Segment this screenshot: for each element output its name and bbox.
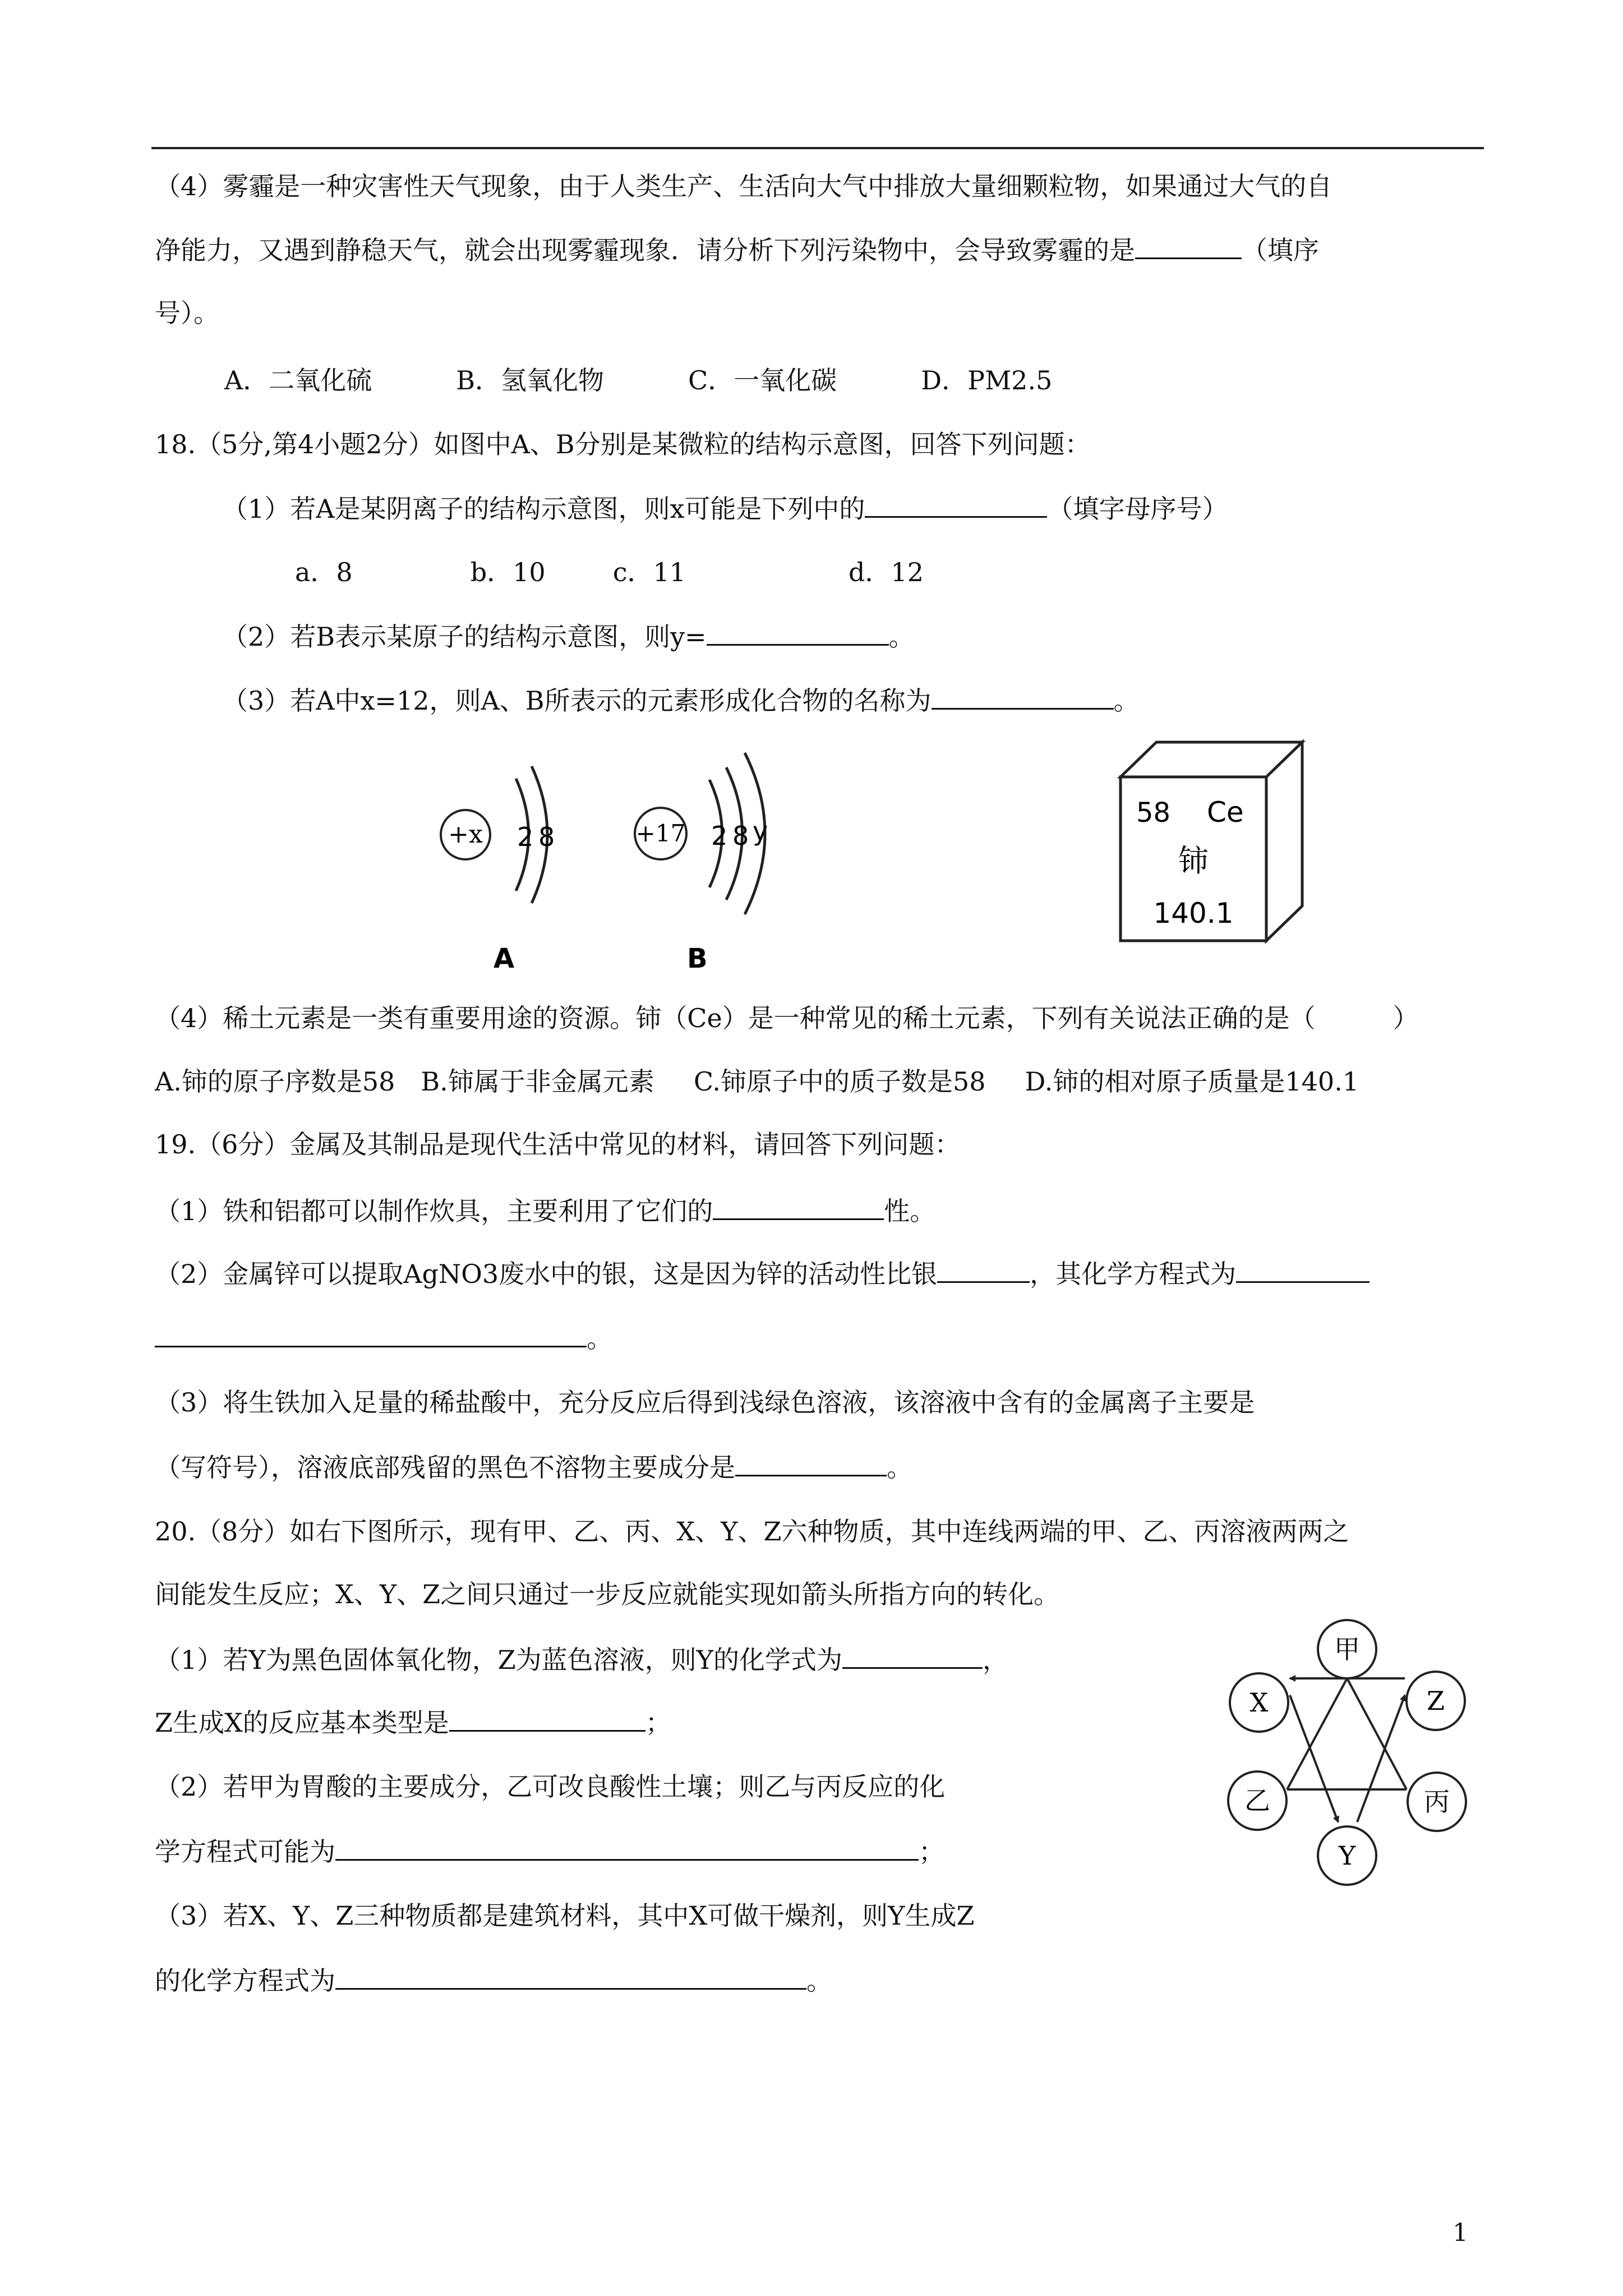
element-atomic-mass: 140.1 <box>1153 897 1234 930</box>
atom-a-diagram <box>432 752 578 976</box>
atom-a-label: A <box>494 943 515 974</box>
q17-4-options <box>224 364 1052 397</box>
option-a: A.铈的原子序数是58 <box>155 1066 395 1097</box>
q20-p3-text: 的化学方程式为 <box>155 1966 335 1996</box>
q20-p1-text-2: Z生成X的反应基本类型是 <box>155 1708 449 1738</box>
q18-p4-options <box>155 1065 1359 1098</box>
q19-p1-text: （1）铁和铝都可以制作炊具，主要利用了它们的 <box>155 1196 713 1226</box>
cube-side-face <box>1266 742 1302 941</box>
q17-4-line2 <box>155 233 1319 267</box>
option-c: c．11 <box>612 557 686 587</box>
q20-p2: （2）若甲为胃酸的主要成分，乙可改良酸性土壤；则乙与丙反应的化 <box>155 1772 946 1802</box>
option-d: D.铈的相对原子质量是140.1 <box>1025 1066 1359 1097</box>
q19-p2-tail: 。 <box>587 1323 612 1354</box>
q19-p3-line1: （3）将生铁加入足量的稀盐酸中，充分反应后得到浅绿色溶液，该溶液中含有的金属离子主要是 <box>155 1387 1255 1418</box>
element-symbol: Ce <box>1207 796 1244 829</box>
atom-a-shell-1-count: 2 <box>517 822 534 852</box>
answer-blank[interactable] <box>713 1194 884 1220</box>
atom-b-label: B <box>687 943 708 974</box>
q20-p3-cont <box>155 1963 832 1998</box>
q18-p4: （4）稀土元素是一类有重要用途的资源。铈（Ce）是一种常见的稀土元素，下列有关说法正确的是（ ） <box>155 1003 1419 1033</box>
q20-p3: （3）若X、Y、Z三种物质都是建筑材料，其中X可做干燥剂，则Y生成Z <box>155 1901 975 1931</box>
header-rule <box>151 147 1484 149</box>
arrow-x-to-y <box>1290 1695 1338 1822</box>
q18-p1-options <box>295 555 924 589</box>
atom-a-nucleus-charge: +x <box>448 820 483 849</box>
node-x-label: X <box>1249 1687 1269 1718</box>
q17-4-line1: （4）雾霾是一种灾害性天气现象，由于人类生产、生活向大气中排放大量细颗粒物，如果通过大气的自 <box>155 171 1332 201</box>
q19-p1 <box>155 1194 935 1228</box>
q19-p2-text: （2）金属锌可以提取AgNO3废水中的银，这是因为锌的活动性比银 <box>155 1259 938 1289</box>
answer-blank[interactable] <box>155 1321 587 1347</box>
option-c: C.铈原子中的质子数是58 <box>693 1066 986 1097</box>
option-a: A．二氧化硫 <box>224 365 372 395</box>
answer-blank[interactable] <box>1135 233 1242 259</box>
q18-p1 <box>222 491 1228 526</box>
node-y-label: Y <box>1338 1841 1356 1871</box>
q18-p1-text: （1）若A是某阴离子的结构示意图，则x可能是下列中的 <box>222 494 865 524</box>
arrow-y-to-z <box>1357 1695 1405 1822</box>
node-z-label: Z <box>1427 1686 1445 1716</box>
q17-4-text-tail: （填序 <box>1242 235 1319 265</box>
q19-p2-text-2: ，其化学方程式为 <box>1030 1259 1237 1289</box>
page-number: 1 <box>1453 2219 1468 2247</box>
q18-p2 <box>222 619 915 654</box>
link-jia-yi <box>1287 1678 1347 1789</box>
atom-b-nucleus-charge: +17 <box>635 820 686 847</box>
option-d: D．PM2.5 <box>921 365 1053 395</box>
q19-p3-tail: 。 <box>887 1452 912 1483</box>
node-yi-label: 乙 <box>1244 1786 1270 1816</box>
answer-blank[interactable] <box>865 491 1047 518</box>
q18-p3-text: （3）若A中x=12，则A、B所表示的元素形成化合物的名称为 <box>222 685 932 716</box>
q18-stem: 18.（5分,第4小题2分）如图中A、B分别是某微粒的结构示意图，回答下列问题： <box>155 429 1091 459</box>
q17-4-line3: 号）。 <box>155 298 219 328</box>
q18-p2-text: （2）若B表示某原子的结构示意图，则y= <box>222 622 707 652</box>
q20-p1-text: （1）若Y为黑色固体氧化物，Z为蓝色溶液，则Y的化学式为 <box>155 1645 842 1675</box>
answer-blank[interactable] <box>932 683 1114 710</box>
q18-p2-tail: 。 <box>888 622 915 652</box>
answer-blank[interactable] <box>707 619 889 646</box>
answer-blank[interactable] <box>335 1963 806 1990</box>
q19-p2-cont <box>155 1321 612 1355</box>
q20-p1-cont <box>155 1705 671 1740</box>
atom-b-shell-2-count: 8 <box>732 821 749 851</box>
q20-p2-cont <box>155 1834 944 1869</box>
q19-p3-line2 <box>155 1450 912 1484</box>
answer-blank[interactable] <box>449 1705 645 1732</box>
node-bing-label: 丙 <box>1424 1787 1450 1817</box>
answer-blank[interactable] <box>842 1642 983 1669</box>
option-c: C．一氧化碳 <box>688 365 837 395</box>
q20-p3-tail: 。 <box>806 1966 832 1996</box>
q17-4-text: 净能力，又遇到静稳天气，就会出现雾霾现象．请分析下列污染物中，会导致雾霾的是 <box>155 235 1135 265</box>
q20-p1-tail: ； <box>645 1708 671 1738</box>
q18-p3-tail: 。 <box>1113 685 1140 716</box>
option-b: B.铈属于非金属元素 <box>421 1066 654 1097</box>
q19-p1-tail: 性。 <box>884 1196 936 1226</box>
q19-stem: 19.（6分）金属及其制品是现代生活中常见的材料，请回答下列问题： <box>155 1129 961 1159</box>
answer-blank[interactable] <box>937 1257 1030 1283</box>
atom-b-shell-1-count: 2 <box>711 821 728 851</box>
atom-b-shell-3-count: y <box>753 816 768 846</box>
answer-blank[interactable] <box>735 1450 887 1476</box>
element-cube <box>1116 738 1312 951</box>
answer-blank[interactable] <box>1236 1257 1370 1283</box>
q20-stem-line2: 间能发生反应；X、Y、Z之间只通过一步反应就能实现如箭头所指方向的转化。 <box>155 1579 1060 1609</box>
element-name: 铈 <box>1178 843 1209 878</box>
atom-b-diagram <box>617 740 796 976</box>
element-atomic-number: 58 <box>1136 797 1171 829</box>
q18-p3 <box>222 683 1140 717</box>
q19-p2 <box>155 1257 1370 1291</box>
q20-p2-text: 学方程式可能为 <box>155 1837 335 1867</box>
option-b: b．10 <box>470 557 546 587</box>
option-d: d．12 <box>848 557 924 587</box>
reaction-hexagon-diagram <box>1206 1610 1486 1902</box>
q20-stem-line1: 20.（8分）如右下图所示，现有甲、乙、丙、X、Y、Z六种物质，其中连线两端的甲、乙、丙溶液两两之 <box>155 1516 1349 1547</box>
option-a: a．8 <box>295 557 353 587</box>
q20-p2-tail: ； <box>919 1837 944 1867</box>
q18-p1-tail: （填字母序号） <box>1047 494 1228 524</box>
node-jia-label: 甲 <box>1334 1634 1360 1664</box>
answer-blank[interactable] <box>335 1834 919 1861</box>
option-b: B．氢氧化物 <box>456 365 605 395</box>
q20-p1 <box>155 1642 1008 1677</box>
atom-a-shell-2-count: 8 <box>538 822 555 852</box>
q20-p1-comma: ， <box>982 1645 1008 1675</box>
q19-p3-text: （写符号），溶液底部残留的黑色不溶物主要成分是 <box>155 1452 735 1483</box>
